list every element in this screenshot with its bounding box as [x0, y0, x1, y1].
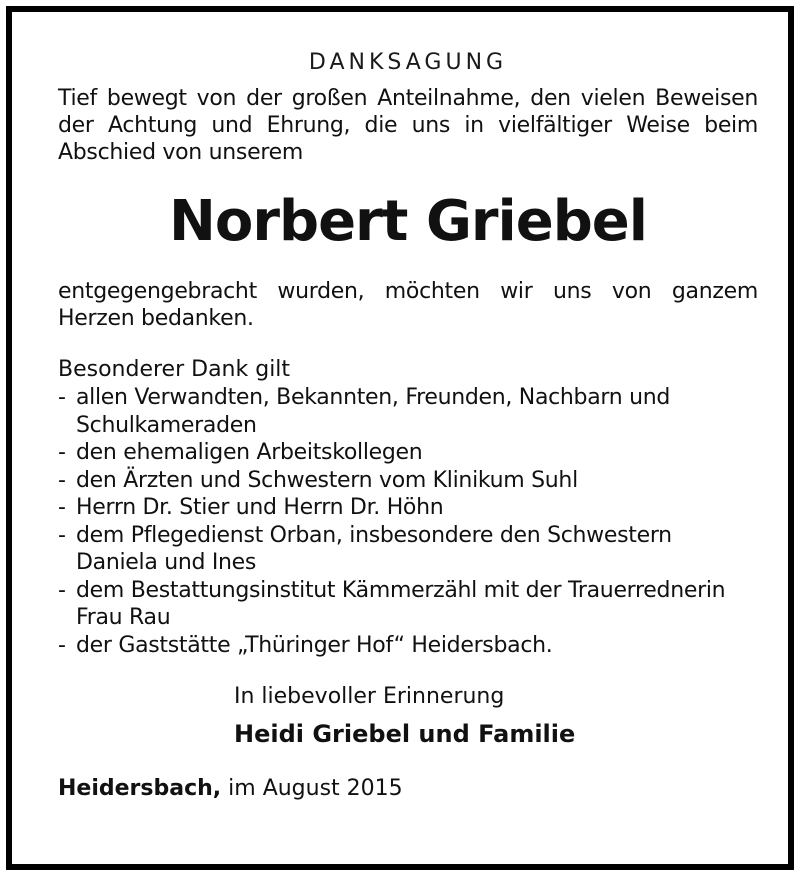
- thanks-item-text: dem Bestattungsinstitut Kämmerzähl mit der Trauerrednerin Frau Rau: [76, 577, 726, 630]
- thanks-item-text: dem Pflegedienst Orban, insbesondere den Schwestern Daniela und Ines: [76, 522, 672, 575]
- dash-marker: -: [58, 440, 66, 465]
- thanks-item-text: Herrn Dr. Stier und Herrn Dr. Höhn: [76, 495, 444, 520]
- thanks-item-text: den ehemaligen Arbeitskollegen: [76, 440, 423, 465]
- notice-heading: DANKSAGUNG: [308, 50, 508, 75]
- dash-marker: -: [58, 495, 66, 520]
- closing-block: [58, 683, 758, 749]
- notice-border: [6, 6, 794, 870]
- dash-marker: -: [58, 522, 66, 548]
- intro-paragraph: Tief bewegt von der großen Anteilnahme, den vielen Beweisen der Achtung und Ehrung, die uns in vielfältiger Weise beim Abschied von unserem: [58, 86, 758, 165]
- thanks-item-text: der Gaststätte „Thüringer Hof“ Heidersbach.: [76, 632, 553, 658]
- thanks-item: [58, 384, 758, 439]
- notice-content: [58, 50, 758, 803]
- dash-marker: -: [58, 467, 66, 493]
- thanks-item: [58, 577, 758, 632]
- thanks-item-text: den Ärzten und Schwestern vom Klinikum Suhl: [76, 467, 578, 493]
- dash-marker: -: [58, 385, 66, 410]
- thanks-item: [58, 522, 758, 577]
- dash-marker: -: [58, 577, 66, 603]
- signature: Heidi Griebel und Familie: [234, 720, 576, 748]
- thanks-item: [58, 494, 758, 522]
- thanks-item: [58, 467, 758, 495]
- thanks-item-text: allen Verwandten, Bekannten, Freunden, Nachbarn und Schulkameraden: [76, 385, 671, 438]
- thanks-item: [58, 632, 758, 660]
- special-thanks-intro: Besonderer Dank gilt: [58, 357, 291, 382]
- place: Heidersbach,: [58, 776, 222, 801]
- date: im August 2015: [228, 776, 403, 801]
- after-name-paragraph: entgegengebracht wurden, möchten wir uns von ganzem Herzen bedanken.: [58, 279, 758, 331]
- thanks-list: [58, 384, 758, 659]
- place-date: [58, 775, 758, 803]
- thanks-item: [58, 439, 758, 467]
- closing-line: In liebevoller Erinnerung: [234, 684, 505, 709]
- dash-marker: -: [58, 632, 66, 658]
- deceased-name: Norbert Griebel: [169, 189, 647, 254]
